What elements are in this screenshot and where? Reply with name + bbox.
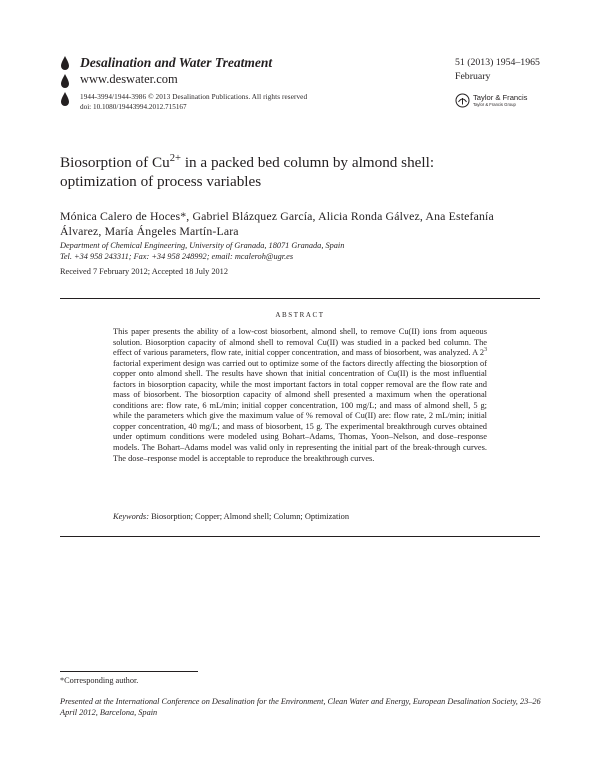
authors bbox=[60, 209, 540, 239]
abstract-heading: ABSTRACT bbox=[275, 311, 325, 319]
footnote-rule bbox=[60, 671, 198, 672]
divider-bottom bbox=[60, 536, 540, 537]
keywords bbox=[113, 512, 487, 521]
affiliation-line1: Department of Chemical Engineering, University of Granada, 18071 Granada, Spain bbox=[60, 241, 345, 250]
divider-top bbox=[60, 298, 540, 299]
publisher-name: Taylor & Francis bbox=[473, 93, 528, 102]
corresponding-author-note: *Corresponding author. bbox=[60, 676, 139, 685]
publisher-logo-icon bbox=[455, 93, 470, 108]
affiliation-line2: Tel. +34 958 243311; Fax: +34 958 248992; email: mcaleroh@ugr.es bbox=[60, 252, 294, 261]
title-part1: Biosorption of Cu bbox=[60, 154, 170, 171]
title-part2: in a packed bed column by almond shell: bbox=[181, 154, 435, 171]
abstract-part2: factorial experiment design was carried out to optimize some of the factors directly affecting the biosorption of copper onto almond shell. The results have shown that initial concentration of Cu(II) is the most influential factors in biosorption capacity, while the most important factors in total copper removal are the flow rate and mass of biosorbent. The biosorption capacity of almond shell presented a maximum when the operational conditions are: flow rate, 6 mL/min; initial copper concentration, 100 mg/L; and mass of almond shell, 5 g; while the parameters which give the maximum value of % removal of Cu(II) are: flow rate, 2 mL/min; initial copper concentration, 40 mg/L; and mass of biosorbent, 15 g. The experimental breakthrough curves obtained under optimum conditions were modeled using Bohart–Adams, Thomas, Yoon–Nelson, and dose–response models. The Bohart–Adams model was valid only in representing the initial part of the break-through curves. The dose–response model is acceptable to reproduce the breakthrough curves. bbox=[113, 358, 487, 463]
issn-copyright: 1944-3994/1944-3986 © 2013 Desalination Publications. All rights reserved bbox=[80, 93, 308, 101]
keywords-list: Biosorption; Copper; Almond shell; Column; Optimization bbox=[148, 512, 350, 521]
abstract-text bbox=[113, 327, 487, 464]
affiliation bbox=[60, 240, 540, 262]
journal-title: Desalination and Water Treatment bbox=[80, 55, 273, 70]
volume-pages: 51 (2013) 1954–1965 bbox=[455, 57, 540, 68]
authors-line1: Mónica Calero de Hoces*, Gabriel Blázquez García, Alicia Ronda Gálvez, Ana Estefanía bbox=[60, 209, 494, 223]
keywords-label: Keywords: bbox=[113, 512, 149, 521]
journal-url[interactable]: www.deswater.com bbox=[80, 72, 178, 86]
abstract-superscript: 3 bbox=[484, 347, 487, 354]
title-superscript: 2+ bbox=[169, 152, 182, 164]
title-line2: optimization of process variables bbox=[60, 173, 262, 190]
issue-month: February bbox=[455, 71, 491, 82]
received-accepted-dates: Received 7 February 2012; Accepted 18 July 2012 bbox=[60, 267, 228, 276]
conference-note: Presented at the International Conference on Desalination for the Environment, Clean Water and Energy, European Desalination Society, 23–26 April 2012, Barcelona, Spain bbox=[60, 697, 541, 717]
authors-line2: Álvarez, María Ángeles Martín-Lara bbox=[60, 224, 239, 238]
publisher-group: Taylor & Francis Group bbox=[473, 102, 516, 107]
water-drops-icon bbox=[60, 56, 70, 112]
doi[interactable]: doi: 10.1080/19443994.2012.715167 bbox=[80, 103, 187, 111]
publisher-logo bbox=[455, 93, 527, 108]
abstract-part1: This paper presents the ability of a low-cost biosorbent, almond shell, to remove Cu(II) ions from aqueous solution. Biosorption capacity of almond shell to removal Cu(II) was studied in a packed bed column. The effect of various parameters, flow rate, initial copper concentration, and mass of biosorbent, was analyzed. A 2 bbox=[113, 327, 487, 358]
article-title bbox=[60, 153, 490, 191]
